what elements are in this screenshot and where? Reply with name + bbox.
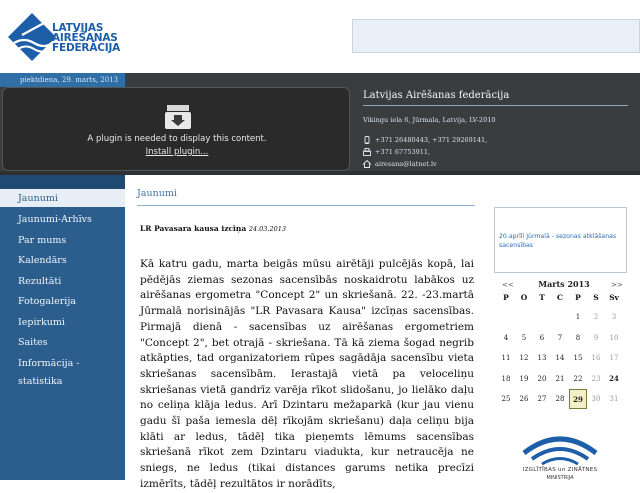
contact-fax-text: +371 67753911, xyxy=(375,148,431,156)
current-date: piektdiena, 29. marts, 2013 xyxy=(0,73,125,87)
header-banner xyxy=(352,19,640,53)
calendar-day[interactable]: 5 xyxy=(521,333,527,342)
home-icon xyxy=(363,160,371,168)
article-title[interactable] xyxy=(140,224,286,233)
calendar-day[interactable]: 20 xyxy=(537,374,547,383)
news-teaser-box xyxy=(494,207,627,273)
sidebar-item-iepirkumi[interactable]: Iepirkumi xyxy=(18,316,65,328)
calendar-today[interactable]: 29 xyxy=(569,389,587,409)
sidebar-item-jaunumi[interactable]: Jaunumi xyxy=(0,189,125,207)
sidebar-item-informacija[interactable]: Informācija - statistika xyxy=(18,357,80,387)
logo-line-2: AIRĒŠANAS xyxy=(52,32,118,44)
page-title: Jaunumi xyxy=(137,188,177,199)
calendar-day[interactable]: 9 xyxy=(593,333,599,342)
federation-logo[interactable] xyxy=(8,13,128,63)
contact-email-text[interactable]: airesana@latnet.lv xyxy=(375,160,437,168)
calendar-day[interactable]: 2 xyxy=(593,313,599,321)
calendar-day[interactable]: 22 xyxy=(573,374,583,383)
sidebar-item-kalendars[interactable]: Kalendārs xyxy=(18,255,67,266)
calendar-day[interactable]: 16 xyxy=(591,354,601,362)
heading-divider xyxy=(137,205,475,206)
calendar-day[interactable]: 15 xyxy=(573,354,583,362)
contact-title: Latvijas Airēšanas federācija xyxy=(363,90,628,106)
calendar-weekday: P xyxy=(575,293,581,302)
calendar-day[interactable]: 19 xyxy=(519,374,529,383)
calendar-empty-cell xyxy=(497,307,515,328)
calendar-day[interactable]: 8 xyxy=(575,333,581,342)
calendar-day[interactable]: 13 xyxy=(537,354,547,362)
calendar-prev-button[interactable]: << xyxy=(502,281,514,289)
calendar-weekday: O xyxy=(520,293,528,302)
article-date: 24.03.2013 xyxy=(248,225,287,233)
calendar-weekday: C xyxy=(557,293,563,302)
ministry-name: IZGLĪTĪBAS un ZINĀTNES xyxy=(522,467,598,473)
calendar-day[interactable]: 25 xyxy=(501,395,511,403)
calendar-day[interactable]: 3 xyxy=(611,313,617,321)
fax-icon xyxy=(363,148,371,156)
plugin-message: A plugin is needed to display this content. xyxy=(87,134,267,144)
contact-info xyxy=(363,90,628,168)
logo-line-3: FEDERĀCIJA xyxy=(52,42,121,54)
calendar-weekday: T xyxy=(539,293,545,302)
site-header xyxy=(0,0,640,73)
plugin-placeholder[interactable] xyxy=(2,87,350,171)
contact-email[interactable] xyxy=(363,160,628,168)
install-plugin-link[interactable]: Install plugin... xyxy=(145,147,209,157)
sidebar-nav xyxy=(0,175,125,480)
calendar-grid xyxy=(497,291,634,410)
contact-phones xyxy=(363,136,628,144)
contact-phones-text: +371 26480443, +371 29269141, xyxy=(375,136,488,144)
sidebar-top-strip xyxy=(0,175,125,189)
calendar-day[interactable]: 27 xyxy=(537,395,547,403)
logo-wordmark xyxy=(52,23,120,53)
calendar-weekday: S xyxy=(593,293,599,302)
logo-mark-icon xyxy=(8,13,56,61)
calendar-day[interactable]: 6 xyxy=(539,333,545,342)
calendar-next-button[interactable]: >> xyxy=(611,281,623,289)
calendar-day[interactable]: 31 xyxy=(609,395,619,403)
calendar-day[interactable]: 30 xyxy=(591,395,601,403)
article-title-text[interactable]: LR Pavasara kausa izcīņa xyxy=(140,224,247,233)
calendar-day[interactable]: 17 xyxy=(609,354,619,362)
calendar-day[interactable]: 24 xyxy=(609,373,619,383)
sidebar-item-par-mums[interactable]: Par mums xyxy=(18,234,67,246)
sidebar-items xyxy=(0,207,125,387)
contact-fax xyxy=(363,148,628,156)
ministry-logo[interactable] xyxy=(510,427,610,480)
calendar-empty-cell xyxy=(515,307,533,328)
calendar-day[interactable]: 10 xyxy=(609,333,619,342)
calendar-day[interactable]: 21 xyxy=(555,374,565,383)
ministry-name-2: MINISTRIJA xyxy=(546,475,574,481)
calendar-empty-cell xyxy=(533,307,551,328)
plugin-icon xyxy=(165,105,191,129)
calendar-weekday: Sv xyxy=(609,293,619,302)
calendar-weekday: P xyxy=(503,293,509,302)
sidebar-item-jaunumi-arhivs[interactable]: Jaunumi-Arhīvs xyxy=(18,214,92,225)
logo-line-1: LATVIJAS xyxy=(52,22,104,34)
sidebar-item-fotogalerija[interactable]: Fotogalerija xyxy=(18,296,76,307)
calendar-day[interactable]: 11 xyxy=(501,354,511,362)
ministry-emblem-icon xyxy=(510,427,610,467)
phone-icon xyxy=(363,136,371,144)
main-content xyxy=(125,175,485,490)
calendar-day[interactable]: 18 xyxy=(501,374,511,383)
calendar-day[interactable]: 7 xyxy=(557,333,563,342)
calendar-empty-cell xyxy=(551,307,569,328)
calendar-header xyxy=(494,279,634,291)
calendar-widget xyxy=(494,279,634,410)
calendar-day[interactable]: 4 xyxy=(503,333,509,342)
calendar-day[interactable]: 14 xyxy=(555,354,565,362)
article-body: Kā katru gadu, marta beigās mūsu airētāji pulcējās kopā, lai pēdējās ziemas sezonas sacensībās noskaidrotu labākos uz airēšanas ergometra "Concept 2" un skriešanā. 22. -23.martā Jūrmalā norisinājās "LR Pavasara Kausa" izcīņas sacensības. Pirmajā dienā - sacensības uz airēšanas ergometriem "Concept 2", bet otrajā - skriešana. Tā kā ziema šogad negrib atkāpties, tad organizatoriem rūpes sagādāja sacensību vieta skriešanas sacensībām. Ierastajā vietā pa veloceliņu skriešanas vietā gandrīz varēja rīkot slidošanu, jo lielāko daļu no celiņa klāja ledus. Arī Dzintaru mežaparkā (kur jau vienu gadu šī paša iemesla dēļ rīkojām skriešanu) daļa celiņu bija klāti ar ledus, tādēļ tika pieņemts lēmums sacensības skriešanā rīkot zem Dzintaru viadukta, kur netraucēja ne sniegs, ne ledus (tikai distances garums netika precīzi izmērīts, tādēļ rezultātos ir norādīts, xyxy=(140,258,474,490)
calendar-day[interactable]: 12 xyxy=(519,354,529,362)
calendar-day[interactable]: 23 xyxy=(591,374,601,383)
news-teaser-link[interactable]: 20.aprīlī Jūrmalā - sezonas atklāšanas sacensības xyxy=(499,233,617,249)
sidebar-item-saites[interactable]: Saites xyxy=(18,337,48,348)
calendar-day[interactable]: 1 xyxy=(575,313,581,321)
contact-address: Vikingu iela 6, Jūrmala, Latvija, LV-2010 xyxy=(363,116,496,124)
calendar-day[interactable]: 26 xyxy=(519,395,529,403)
calendar-title: Marts 2013 xyxy=(538,279,590,289)
sidebar-item-rezultati[interactable]: Rezultāti xyxy=(18,275,62,287)
calendar-day[interactable]: 28 xyxy=(555,395,565,403)
